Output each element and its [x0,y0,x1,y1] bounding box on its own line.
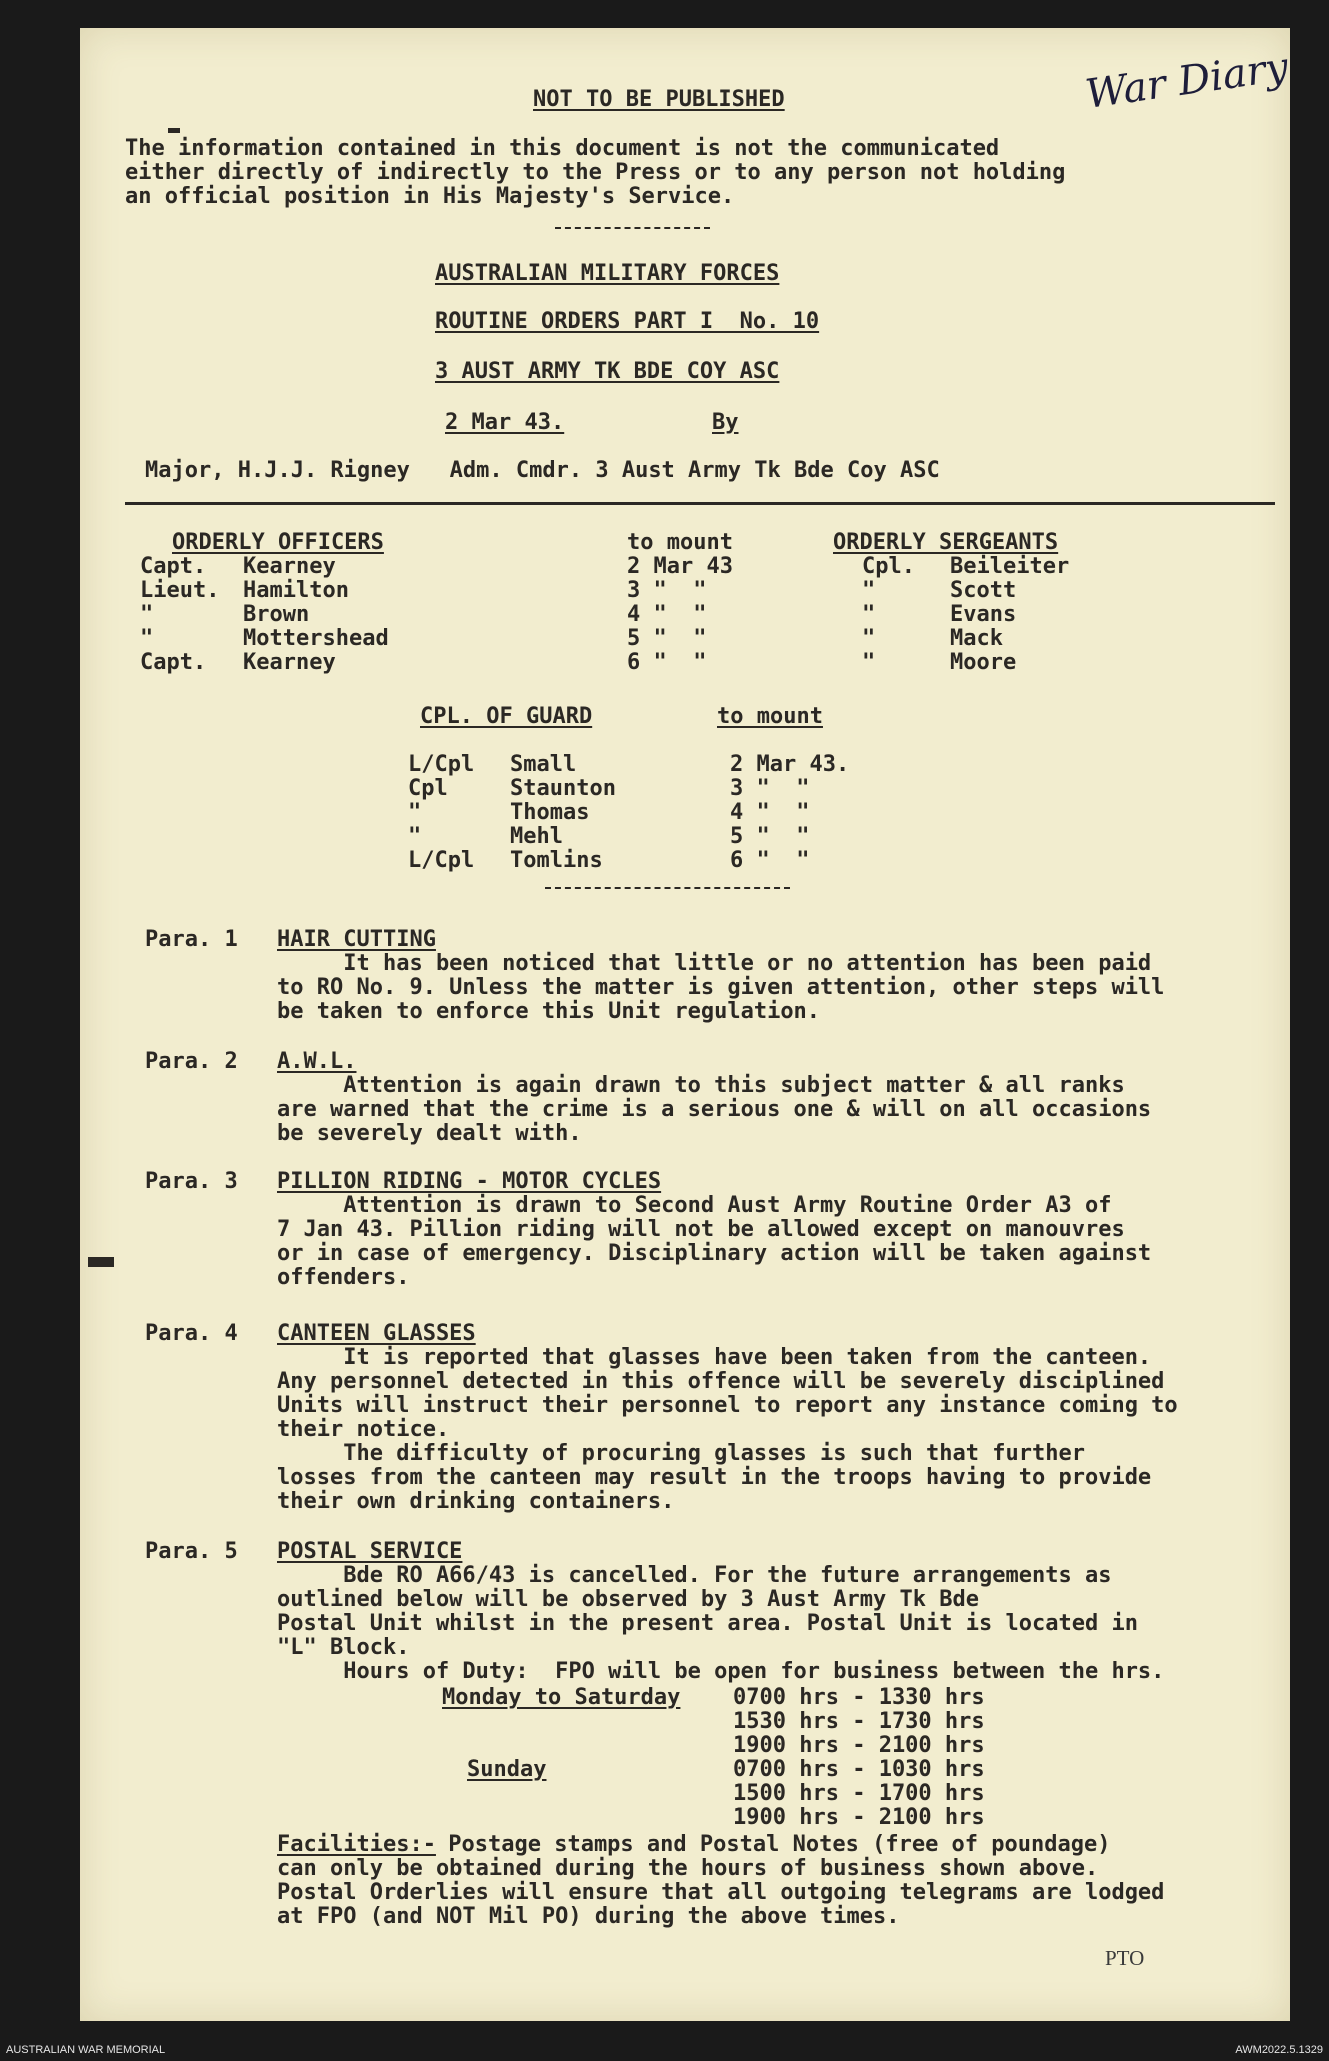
para-line: Attention is again drawn to this subject matter & all ranks [277,1073,1125,1098]
sunday-hours-2: 1500 hrs - 1700 hrs [733,1781,985,1806]
sergeant-rank: " [862,650,876,675]
sergeant-name: Scott [950,578,1017,603]
orderly-sergeants-header: ORDERLY SERGEANTS [833,530,1059,555]
sunday-hours-1: 0700 hrs - 1030 hrs [733,1757,985,1782]
org-title: AUSTRALIAN MILITARY FORCES [435,261,780,286]
para-line: to RO No. 9. Unless the matter is given attention, other steps will [277,975,1165,1000]
weekday-hours-1: 0700 hrs - 1330 hrs [733,1685,985,1710]
sunday-hours-3: 1900 hrs - 2100 hrs [733,1805,985,1830]
mount-date: 5 " " [627,626,707,651]
para-line: "L" Block. [277,1635,410,1660]
guard-name: Thomas [510,800,590,825]
guard-rank: L/Cpl [408,848,475,873]
para-title: CANTEEN GLASSES [277,1321,476,1346]
mount-date: 6 " " [627,650,707,675]
sergeant-rank: " [862,602,876,627]
officer-rank: " [140,602,154,627]
sergeant-rank: " [862,626,876,651]
order-date: 2 Mar 43. [445,410,565,435]
guard-rank: Cpl [408,776,448,801]
para-label: Para. 5 [145,1539,238,1564]
punch-mark [168,128,180,133]
officer-rank: " [140,626,154,651]
sergeant-rank: Cpl. [862,554,915,579]
para-line: Hours of Duty: FPO will be open for business between the hrs. [277,1659,1165,1684]
para-line: be severely dealt with. [277,1121,582,1146]
guard-rank: L/Cpl [408,752,475,777]
para-title: A.W.L. [277,1049,357,1074]
facilities-label: Facilities:- [277,1832,436,1857]
para-line: offenders. [277,1265,410,1290]
guard-rank: " [408,800,422,825]
sergeant-name: Mack [950,626,1003,651]
weekday-label: Monday to Saturday [442,1685,681,1710]
cpl-guard-header: CPL. OF GUARD [420,704,593,729]
mount-date: 2 Mar 43 [627,554,733,579]
para-title: HAIR CUTTING [277,927,436,952]
para-title: PILLION RIDING - MOTOR CYCLES [277,1169,662,1194]
guard-mount-date: 3 " " [730,776,810,801]
para-line: their notice. [277,1417,450,1442]
mount-date: 4 " " [627,602,707,627]
para-label: Para. 4 [145,1321,238,1346]
officer-name: Kearney [243,554,336,579]
divider [545,887,790,889]
para-line: Bde RO A66/43 is cancelled. For the future arrangements as [277,1563,1112,1588]
header-rule [125,502,1275,505]
pto-mark: PTO [1105,1946,1145,1970]
notice-line-1: The information contained in this document is not the communicated [125,136,1000,161]
officer-rank: Capt. [140,650,207,675]
weekday-hours-2: 1530 hrs - 1730 hrs [733,1709,985,1734]
restriction-title: NOT TO BE PUBLISHED [533,87,785,112]
unit-title: 3 AUST ARMY TK BDE COY ASC [435,359,780,384]
notice-line-2: either directly of indirectly to the Press or to any person not holding [125,160,1066,185]
handwritten-note: War Diary [1082,44,1291,118]
para-label: Para. 2 [145,1049,238,1074]
para-line: Any personnel detected in this offence will be severely disciplined [277,1369,1165,1394]
guard-mount-date: 2 Mar 43. [730,752,850,777]
para-line: losses from the canteen may result in the troops having to provide [277,1465,1152,1490]
guard-name: Staunton [510,776,616,801]
orderly-officers-header: ORDERLY OFFICERS [172,530,384,555]
sergeant-name: Evans [950,602,1017,627]
para-line: It is reported that glasses have been taken from the canteen. [277,1345,1152,1370]
officer-name: Mottershead [243,626,389,651]
sergeant-name: Beileiter [950,554,1070,579]
para-line: be taken to enforce this Unit regulation. [277,999,821,1024]
divider [555,227,710,229]
footer-credit: AUSTRALIAN WAR MEMORIAL [6,2044,166,2056]
officer-name: Kearney [243,650,336,675]
guard-rank: " [408,824,422,849]
guard-name: Tomlins [510,848,603,873]
weekday-hours-3: 1900 hrs - 2100 hrs [733,1733,985,1758]
guard-mount-date: 5 " " [730,824,810,849]
guard-name: Small [510,752,577,777]
facilities-line-4: at FPO (and NOT Mil PO) during the above times. [277,1904,900,1929]
officer-rank: Capt. [140,554,207,579]
para-line: Postal Unit whilst in the present area. Postal Unit is located in [277,1611,1138,1636]
guard-name: Mehl [510,824,563,849]
issuer-line: Major, H.J.J. Rigney Adm. Cmdr. 3 Aust Army Tk Bde Coy ASC [145,458,940,483]
notice-line-3: an official position in His Majesty's Service. [125,184,735,209]
by-label: By [712,410,739,435]
guard-mount-header: to mount [717,704,823,729]
facilities-line-2: can only be obtained during the hours of business shown above. [277,1856,1099,1881]
footer-ref: AWM2022.5.1329 [1235,2044,1323,2056]
para-line: or in case of emergency. Disciplinary action will be taken against [277,1241,1152,1266]
para-line: It has been noticed that little or no attention has been paid [277,951,1152,976]
para-line: Attention is drawn to Second Aust Army Routine Order A3 of [277,1193,1112,1218]
guard-mount-date: 4 " " [730,800,810,825]
orders-title: ROUTINE ORDERS PART I No. 10 [435,309,820,334]
to-mount-header: to mount [627,530,733,555]
para-label: Para. 3 [145,1169,238,1194]
para-line: Units will instruct their personnel to report any instance coming to [277,1393,1178,1418]
facilities-line-1: Postage stamps and Postal Notes (free of poundage) [435,1832,1111,1857]
punch-mark [88,1257,114,1267]
para-line: 7 Jan 43. Pillion riding will not be allowed except on manouvres [277,1217,1125,1242]
facilities-line-3: Postal Orderlies will ensure that all outgoing telegrams are lodged [277,1880,1165,1905]
officer-name: Brown [243,602,310,627]
officer-rank: Lieut. [140,578,220,603]
para-line: outlined below will be observed by 3 Aust Army Tk Bde [277,1587,979,1612]
para-title: POSTAL SERVICE [277,1539,463,1564]
sergeant-rank: " [862,578,876,603]
officer-name: Hamilton [243,578,349,603]
mount-date: 3 " " [627,578,707,603]
para-line: are warned that the crime is a serious one & will on all occasions [277,1097,1152,1122]
guard-mount-date: 6 " " [730,848,810,873]
sunday-label: Sunday [467,1757,547,1782]
para-label: Para. 1 [145,927,238,952]
para-line: The difficulty of procuring glasses is such that further [277,1441,1085,1466]
sergeant-name: Moore [950,650,1017,675]
para-line: their own drinking containers. [277,1489,675,1514]
